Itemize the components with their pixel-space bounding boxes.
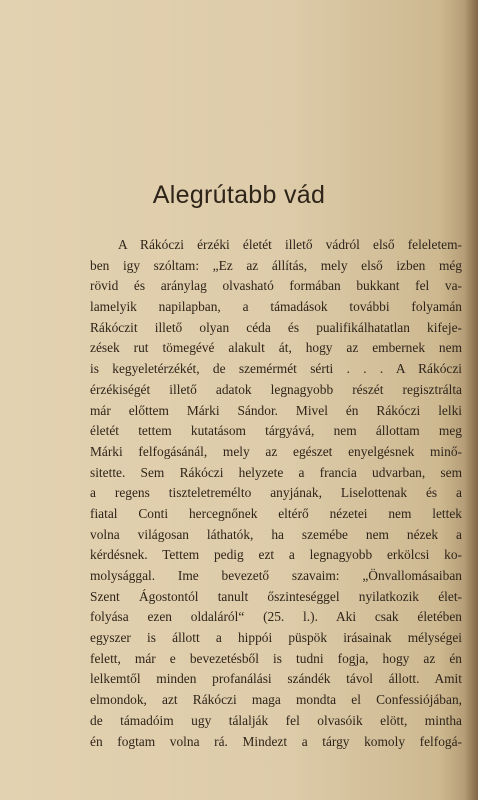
text-line: ben igy szóltam: „Ez az állítás, mely első izben még — [90, 257, 462, 273]
text-line: életét tettem kutatásom tárgyává, nem állottam meg — [90, 423, 462, 439]
text-line: folyása ezen oldaláról“ (25. l.). Aki csak életében — [90, 609, 462, 625]
chapter-title: Alegrútabb vád — [152, 181, 326, 209]
text-line: de támadóim ugy tálalják fel olvasóik elött, mintha — [90, 712, 462, 728]
text-line: Rákóczit illető olyan céda és pualifikálhatatlan kifeje- — [90, 319, 462, 335]
text-line: érzékiségét illető adatok legnagyobb részét regisztrálta — [90, 381, 462, 397]
text-line: kérdésnek. Tettem pedig ezt a legnagyobb erkölcsi ko- — [90, 547, 462, 563]
text-line: lamelyik napilapban, a támadások további folyamán — [90, 299, 462, 315]
spine-shadow — [464, 0, 478, 800]
text-line: felett, már e bevezetésből is tudni fogja, hogy az én — [90, 650, 462, 666]
text-line: Márki felfogásánál, mely az egészet enyelgésnek minő- — [90, 443, 462, 459]
text-line: Szent Ágostontól tanult őszinteséggel nyilatkozik élet- — [90, 588, 462, 604]
text-line: volna világosan láthatók, ha szemébe nem nézek a — [90, 526, 462, 542]
text-line: A Rákóczi érzéki életét illető vádról első feleletem- — [118, 237, 462, 252]
text-line: zések rut tömegévé alakult át, hogy az embernek nem — [90, 340, 462, 356]
text-line: elmondok, azt Rákóczi maga mondta el Confessiójában, — [90, 692, 462, 708]
text-line: már előttem Márki Sándor. Mivel én Rákóczi lelki — [90, 402, 462, 418]
text-line: sitette. Sem Rákóczi helyzete a francia udvarban, sem — [90, 464, 462, 480]
text-line: molysággal. Ime bevezető szavaim: „Önvallomásaiban — [90, 568, 462, 583]
text-line: egyszer is állott a hippói püspök irásainak mélységei — [90, 630, 462, 646]
text-line: fiatal Conti hercegnőnek eltérő nézetei nem lettek — [90, 505, 462, 521]
text-line: is kegyeletérzékét, de szemérmét sérti . . . A Rákóczi — [90, 361, 462, 377]
text-line: én fogtam volna rá. Mindezt a tárgy komoly felfogá- — [90, 733, 462, 749]
text-line: lelkemtől minden profanálási szándék távol állott. Amit — [90, 671, 462, 687]
body-text — [90, 235, 462, 752]
text-line: rövid és aránylag olvasható formában bukkant fel va- — [90, 278, 462, 294]
text-line: a regens tiszteletremélto anyjának, Liselottenak és a — [90, 485, 462, 501]
